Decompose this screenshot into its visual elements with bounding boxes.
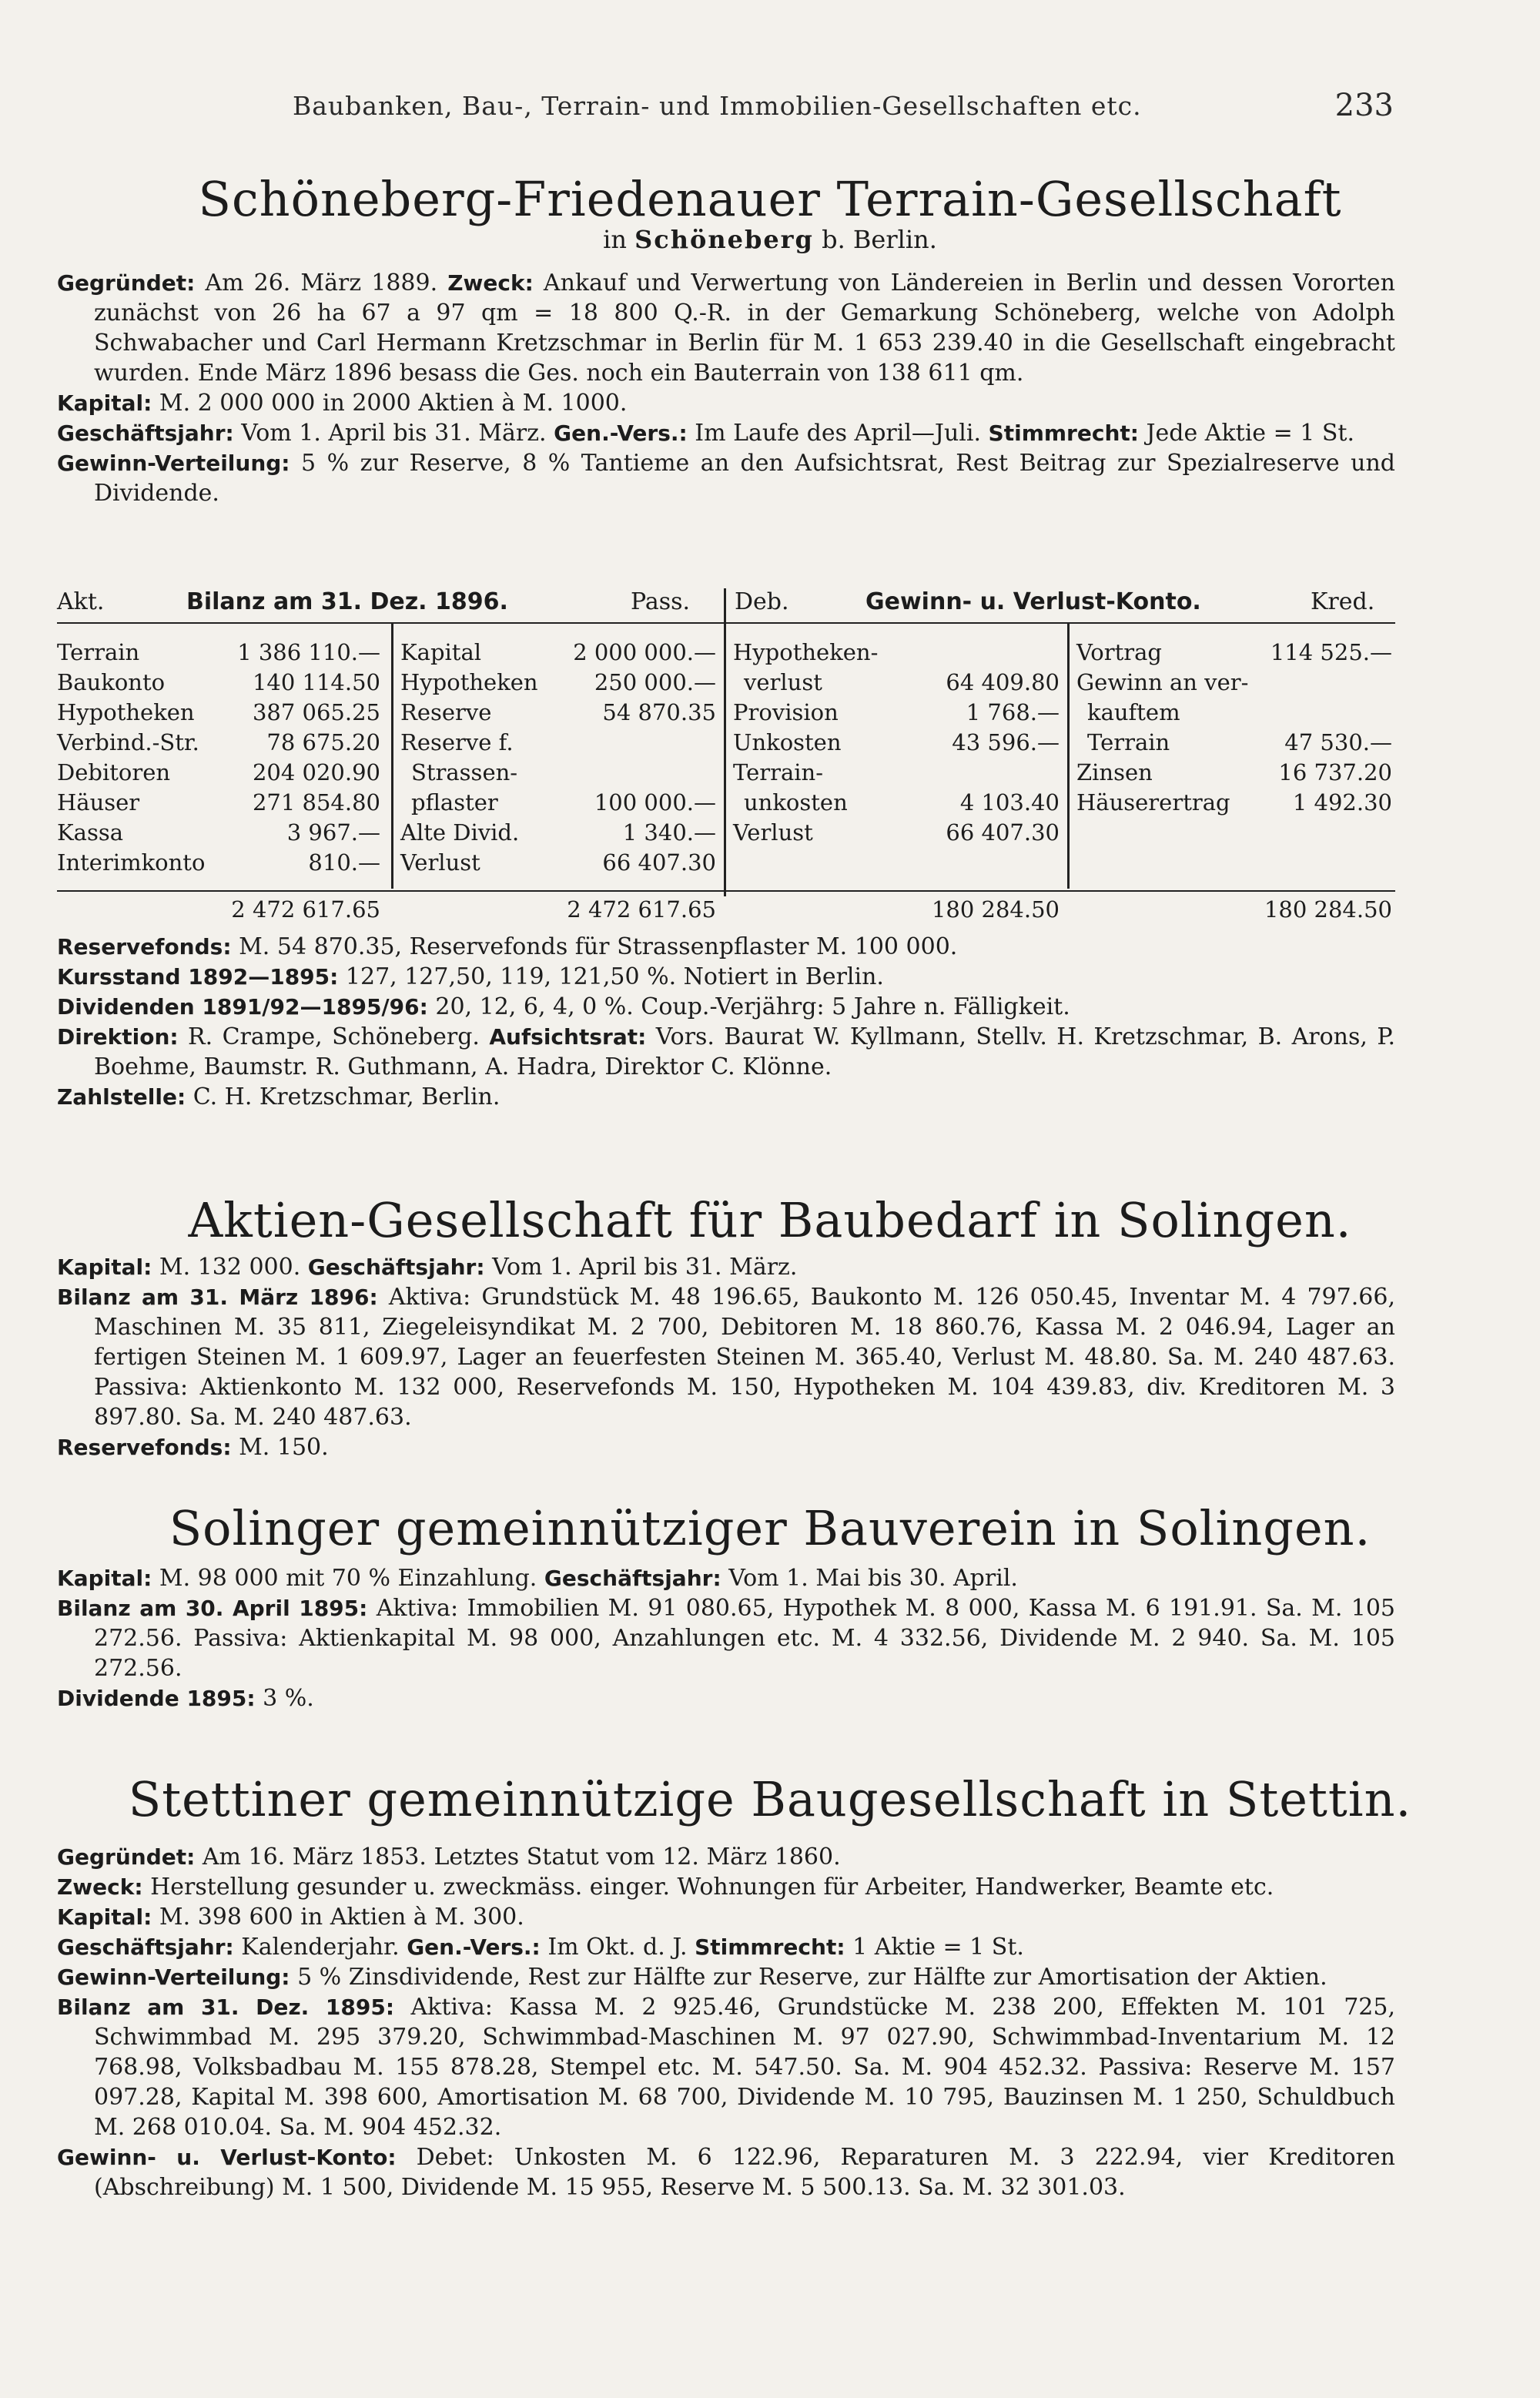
entry-kapital (57, 1252, 1395, 1282)
section-stettin-info (57, 1842, 1395, 2202)
table-cell: 66 407.30 (946, 819, 1060, 846)
label-geschaeftsjahr: Geschäftsjahr: (307, 1254, 485, 1280)
entry-kapital (57, 1902, 1395, 1932)
text-reservefonds: M. 150. (239, 1434, 329, 1461)
table-cell: 1 492.30 (1292, 789, 1392, 816)
page-number: 233 (1334, 88, 1394, 123)
label-reservefonds: Reservefonds: (57, 1435, 232, 1460)
table-cell: Häuserertrag (1076, 789, 1230, 816)
subtitle-place: Schöneberg (634, 225, 814, 254)
label-kapital: Kapital: (57, 1904, 152, 1930)
kredit-values (1252, 638, 1392, 818)
table-cell: Kassa (57, 819, 124, 846)
section-schoeneberg-info (57, 268, 1395, 508)
table-header-deb: Deb. (735, 588, 789, 615)
table-cell: unkosten (744, 789, 848, 816)
label-zweck: Zweck: (57, 1874, 143, 1900)
table-cell (896, 638, 1060, 668)
table-rule-center (724, 588, 726, 896)
table-cell: 250 000.— (594, 669, 716, 695)
label-geschaeftsjahr: Geschäftsjahr: (57, 1934, 234, 1960)
table-cell (542, 728, 716, 758)
table-cell: Gewinn an ver- (1076, 669, 1249, 695)
label-direktion: Direktion: (57, 1024, 179, 1050)
text-geschaeftsjahr: Kalenderjahr. (241, 1934, 400, 1961)
label-kapital: Kapital: (57, 1566, 152, 1591)
debet-labels (733, 638, 902, 848)
label-kapital: Kapital: (57, 1254, 152, 1280)
company-title-solinger-bauverein: Solinger gemeinnütziger Bauverein in Solingen. (169, 1500, 1371, 1556)
entry-gewinn-verteilung (57, 1962, 1395, 1992)
entry-kapital (57, 1563, 1395, 1593)
table-cell: Verlust (733, 819, 813, 846)
label-kapital: Kapital: (57, 390, 152, 416)
passiva-labels (400, 638, 554, 878)
aktiva-values (203, 638, 380, 878)
table-header-pass: Pass. (631, 588, 691, 615)
table-rule-guv-mid (1067, 624, 1070, 889)
bilanz-total-passiva: 2 472 617.65 (567, 896, 716, 923)
table-cell (1252, 698, 1392, 728)
label-dividenden: Dividenden 1891/92—1895/96: (57, 994, 428, 1020)
table-cell (1252, 668, 1392, 698)
text-gen-vers: Im Laufe des April—Juli. (695, 420, 981, 447)
entry-bilanz (57, 1992, 1395, 2142)
table-cell: Zinsen (1076, 759, 1153, 785)
table-cell: 1 768.— (966, 699, 1060, 725)
entry-kursstand (57, 962, 1395, 992)
text-kapital: M. 398 600 in Aktien à M. 300. (159, 1904, 524, 1931)
table-cell: verlust (744, 669, 822, 695)
table-cell: Hypotheken (57, 699, 195, 725)
entry-gegruendet (57, 1842, 1395, 1872)
label-stimmrecht: Stimmrecht: (988, 420, 1139, 446)
text-geschaeftsjahr: Vom 1. April bis 31. März. (241, 420, 547, 447)
balance-table (57, 587, 1395, 927)
table-cell: Häuser (57, 789, 140, 816)
table-cell: Interimkonto (57, 849, 206, 876)
text-dividenden: 20, 12, 6, 4, 0 %. Coup.-Verjährg: 5 Jahre n. Fälligkeit. (435, 993, 1070, 1020)
text-geschaeftsjahr: Vom 1. April bis 31. März. (492, 1254, 798, 1281)
entry-geschaeftsjahr (57, 1932, 1395, 1962)
label-dividende: Dividende 1895: (57, 1686, 256, 1711)
text-gegruendet: Am 26. März 1889. (205, 270, 438, 296)
entry-geschaeftsjahr (57, 418, 1395, 448)
table-cell: 54 870.35 (602, 699, 716, 725)
table-cell: Reserve f. (400, 729, 514, 755)
table-cell: 78 675.20 (266, 729, 380, 755)
text-reservefonds: M. 54 870.35, Reservefonds für Strassenpflaster M. 100 000. (239, 933, 958, 960)
label-gen-vers: Gen.-Vers.: (554, 420, 688, 446)
table-cell: 4 103.40 (959, 789, 1060, 816)
table-cell: Terrain- (733, 759, 824, 785)
label-zahlstelle: Zahlstelle: (57, 1084, 186, 1110)
table-cell: Verlust (400, 849, 480, 876)
table-cell: 1 386 110.— (237, 639, 380, 665)
text-gen-vers: Im Okt. d. J. (547, 1934, 688, 1961)
table-rule-bilanz-mid (391, 624, 393, 889)
label-aufsichtsrat: Aufsichtsrat: (489, 1024, 647, 1050)
table-cell (542, 758, 716, 788)
table-header-kred: Kred. (1311, 588, 1375, 615)
text-kapital: M. 132 000. (159, 1254, 301, 1281)
table-cell: Debitoren (57, 759, 171, 785)
section-schoeneberg-details (57, 932, 1395, 1112)
table-cell: 16 737.20 (1278, 759, 1392, 785)
table-cell: Hypotheken (400, 669, 538, 695)
section-bauverein-info (57, 1563, 1395, 1713)
subtitle-suffix: b. Berlin. (822, 225, 937, 254)
text-kapital: M. 2 000 000 in 2000 Aktien à M. 1000. (159, 390, 628, 417)
table-cell: Unkosten (733, 729, 842, 755)
text-gewinn-verteilung: 5 % Zinsdividende, Rest zur Hälfte zur Reserve, zur Hälfte zur Amortisation der Aktien. (297, 1964, 1327, 1991)
table-cell: Provision (733, 699, 839, 725)
label-gegruendet: Gegründet: (57, 270, 196, 296)
table-cell: Verbind.-Str. (57, 729, 199, 755)
entry-reservefonds (57, 1432, 1395, 1462)
table-cell: 47 530.— (1284, 729, 1392, 755)
debet-values (896, 638, 1060, 848)
entry-bilanz (57, 1593, 1395, 1683)
label-gegruendet: Gegründet: (57, 1844, 196, 1870)
bilanz-total-aktiva: 2 472 617.65 (231, 896, 380, 923)
text-bilanz: Aktiva: Grundstück M. 48 196.65, Baukonto M. 126 050.45, Inventar M. 4 797.66, Maschinen M. 35 811, Ziegeleisyndikat M. 2 700, Debitoren M. 18 860.76, Kassa M. 2 046.94, Lager an fertigen Steinen M. 1 609.97, Lager an feuerfesten Steinen M. 365.40, Verlust M. 48.80. Sa. M. 240 487.63. Passiva: Aktienkonto M. 132 000, Reservefonds M. 150, Hypotheken M. 104 439.83, div. Kreditoren M. 3 897.80. Sa. M. 240 487.63. (94, 1284, 1395, 1431)
table-cell: Hypotheken- (733, 639, 879, 665)
table-cell: 204 020.90 (252, 759, 380, 785)
table-cell: Terrain (1087, 729, 1170, 755)
aktiva-labels (57, 638, 206, 878)
guv-total-debet: 180 284.50 (931, 896, 1060, 923)
text-stimmrecht: Jede Aktie = 1 St. (1146, 420, 1355, 447)
table-cell: 1 340.— (622, 819, 716, 846)
text-zahlstelle: C. H. Kretzschmar, Berlin. (192, 1083, 500, 1110)
label-bilanz: Bilanz am 31. Dez. 1895: (57, 1994, 395, 2020)
entry-zahlstelle (57, 1082, 1395, 1112)
table-cell: kauftem (1087, 699, 1180, 725)
label-kursstand: Kursstand 1892—1895: (57, 964, 339, 990)
section-baubedarf-info (57, 1252, 1395, 1462)
text-direktion: R. Crampe, Schöneberg. (188, 1023, 480, 1050)
entry-zweck (57, 1872, 1395, 1902)
entry-gegruendet-zweck (57, 268, 1395, 388)
table-cell: 114 525.— (1270, 639, 1392, 665)
label-stimmrecht: Stimmrecht: (695, 1934, 845, 1960)
table-cell: Reserve (400, 699, 492, 725)
text-geschaeftsjahr: Vom 1. Mai bis 30. April. (728, 1565, 1018, 1592)
table-cell: 387 065.25 (252, 699, 380, 725)
entry-dividenden (57, 992, 1395, 1022)
text-kursstand: 127, 127,50, 119, 121,50 %. Notiert in Berlin. (345, 963, 884, 990)
label-gewinn-verlust: Gewinn- u. Verlust-Konto: (57, 2145, 397, 2170)
label-zweck: Zweck: (447, 270, 534, 296)
text-gewinn-verlust: Debet: Unkosten M. 6 122.96, Reparaturen M. 3 222.94, vier Kreditoren (Abschreibung) M. 1 500, Dividende M. 15 955, Reserve M. 5 500.13. Sa. M. 32 301.03. (94, 2144, 1395, 2201)
table-cell: 2 000 000.— (573, 639, 716, 665)
text-bilanz: Aktiva: Kassa M. 2 925.46, Grundstücke M. 238 200, Effekten M. 101 725, Schwimmbad M. 295 379.20, Schwimmbad-Maschinen M. 97 027.90, Schwimmbad-Inventarium M. 12 768.98, Volksbadbau M. 155 878.28, Stempel etc. M. 547.50. Sa. M. 904 452.32. Passiva: Reserve M. 157 097.28, Kapital M. 398 600, Amortisation M. 68 700, Dividende M. 10 795, Bauzinsen M. 1 250, Schuldbuch M. 268 010.04. Sa. M. 904 452.32. (94, 1994, 1396, 2141)
label-bilanz: Bilanz am 30. April 1895: (57, 1596, 368, 1621)
entry-gewinn-verteilung (57, 448, 1395, 508)
table-header-akt: Akt. (57, 588, 105, 615)
table-cell: 66 407.30 (602, 849, 716, 876)
label-gewinn-verteilung: Gewinn-Verteilung: (57, 1964, 290, 1990)
company-title-baubedarf-solingen: Aktien-Gesellschaft für Baubedarf in Solingen. (188, 1192, 1352, 1248)
text-dividende: 3 %. (263, 1685, 314, 1712)
text-kapital: M. 98 000 mit 70 % Einzahlung. (159, 1565, 537, 1592)
table-cell: 271 854.80 (252, 789, 380, 816)
text-stimmrecht: 1 Aktie = 1 St. (852, 1934, 1024, 1961)
table-cell: Vortrag (1076, 639, 1162, 665)
company-subtitle (0, 225, 1540, 254)
entry-reservefonds (57, 932, 1395, 962)
table-rule-bottom (57, 890, 1395, 892)
table-cell: Baukonto (57, 669, 166, 695)
kredit-labels (1076, 638, 1261, 818)
table-rule-top (57, 622, 1395, 624)
text-gewinn-verteilung: 5 % zur Reserve, 8 % Tantieme an den Aufsichtsrat, Rest Beitrag zur Spezialreserve und Dividende. (94, 450, 1395, 507)
table-cell: 64 409.80 (946, 669, 1060, 695)
table-cell: 810.— (308, 849, 380, 876)
text-aufsichtsrat: Vors. Baurat W. Kyllmann, Stellv. H. Kretzschmar, B. Arons, P. Boehme, Baumstr. R. Guthmann, A. Hadra, Direktor C. Klönne. (94, 1023, 1395, 1080)
label-geschaeftsjahr: Geschäftsjahr: (57, 420, 234, 446)
text-gegruendet: Am 16. März 1853. Letztes Statut vom 12. März 1860. (202, 1844, 841, 1871)
table-cell: Terrain (57, 639, 140, 665)
text-zweck: Herstellung gesunder u. zweckmäss. einger. Wohnungen für Arbeiter, Handwerker, Beamte etc. (150, 1874, 1274, 1901)
company-title-schoeneberg: Schöneberg-Friedenauer Terrain-Gesellschaft (198, 171, 1342, 227)
table-cell: Strassen- (411, 759, 518, 785)
table-cell: 3 967.— (286, 819, 380, 846)
entry-bilanz (57, 1282, 1395, 1432)
table-cell: 140 114.50 (252, 669, 380, 695)
table-cell: Alte Divid. (400, 819, 520, 846)
company-title-stettiner-baugesellschaft: Stettiner gemeinnützige Baugesellschaft in Stettin. (128, 1771, 1412, 1827)
text-zweck: Ankauf und Verwertung von Ländereien in Berlin und dessen Vororten zunächst von 26 ha 67 a 97 qm = 18 800 Q.-R. in der Gemarkung Schöneberg, welche von Adolph Schwabacher und Carl Hermann Kretzschmar in Berlin für M. 1 653 239.40 in die Gesellschaft eingebracht wurden. Ende März 1896 besass die Ges. noch ein Bauterrain von 138 611 qm. (94, 270, 1395, 387)
guv-total-kredit: 180 284.50 (1264, 896, 1392, 923)
label-bilanz: Bilanz am 31. März 1896: (57, 1284, 378, 1310)
label-gewinn-verteilung: Gewinn-Verteilung: (57, 450, 290, 476)
label-reservefonds: Reservefonds: (57, 934, 232, 960)
table-cell: pflaster (411, 789, 498, 816)
entry-gewinn-verlust (57, 2142, 1395, 2202)
table-cell: 100 000.— (594, 789, 716, 816)
passiva-values (542, 638, 716, 878)
text-bilanz: Aktiva: Immobilien M. 91 080.65, Hypothek M. 8 000, Kassa M. 6 191.91. Sa. M. 105 272.56. Passiva: Aktienkapital M. 98 000, Anzahlungen etc. M. 4 332.56, Dividende M. 2 940. Sa. M. 105 272.56. (94, 1595, 1395, 1682)
table-header-guv: Gewinn- u. Verlust-Konto. (865, 588, 1201, 615)
label-gen-vers: Gen.-Vers.: (407, 1934, 541, 1960)
entry-direktion (57, 1022, 1395, 1082)
table-cell (896, 758, 1060, 788)
table-header-bilanz: Bilanz am 31. Dez. 1896. (186, 588, 508, 615)
entry-kapital (57, 388, 1395, 418)
entry-dividende (57, 1683, 1395, 1713)
label-geschaeftsjahr: Geschäftsjahr: (544, 1566, 721, 1591)
running-head: Baubanken, Bau-, Terrain- und Immobilien-Gesellschaften etc. (293, 91, 1142, 121)
table-cell: Kapital (400, 639, 482, 665)
subtitle-prefix: in (603, 225, 627, 254)
table-cell: 43 596.— (952, 729, 1060, 755)
